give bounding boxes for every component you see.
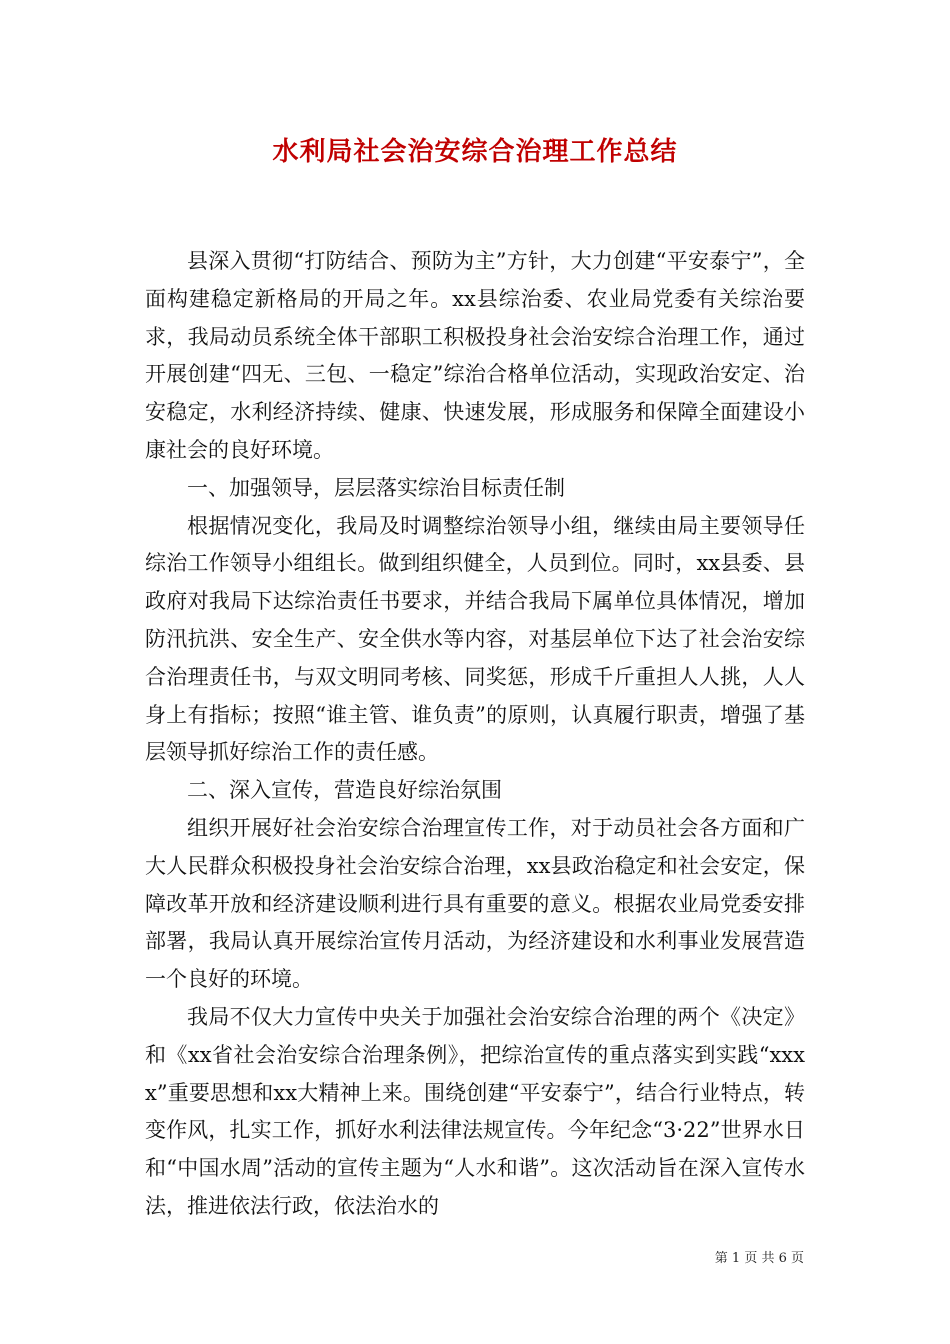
section-1-paragraph: 根据情况变化，我局及时调整综治领导小组，继续由局主要领导任综治工作领导小组组长。做到组织健全，人员到位。同时，xx县委、县政府对我局下达综治责任书要求，并结合我局下属单位具体情况，增加防汛抗洪、安全生产、安全供水等内容，对基层单位下达了社会治安综合治理责任书，与双文明同考核、同奖惩，形成千斤重担人人挑，人人身上有指标；按照“谁主管、谁负责”的原则，认真履行职责，增强了基层领导抓好综治工作的责任感。 [145, 513, 805, 765]
page-number-footer: 第 1 页 共 6 页 [714, 1251, 804, 1266]
section-2-paragraph-1: 组织开展好社会治安综合治理宣传工作，对于动员社会各方面和广大人民群众积极投身社会治安综合治理，xx县政治稳定和社会安定，保障改革开放和经济建设顺利进行具有重要的意义。根据农业局党委安排部署，我局认真开展综治宣传月活动，为经济建设和水利事业发展营造一个良好的环境。 [145, 815, 805, 992]
intro-paragraph: 县深入贯彻“打防结合、预防为主”方针，大力创建“平安泰宁”，全面构建稳定新格局的开局之年。xx县综治委、农业局党委有关综治要求，我局动员系统全体干部职工积极投身社会治安综合治理工作，通过开展创建“四无、三包、一稳定”综治合格单位活动，实现政治安定、治安稳定，水利经济持续、健康、快速发展，形成服务和保障全面建设小康社会的良好环境。 [145, 249, 805, 462]
section-heading-1: 一、加强领导，层层落实综治目标责任制 [187, 475, 565, 500]
document-body [145, 243, 805, 1226]
section-2-paragraph-2: 我局不仅大力宣传中央关于加强社会治安综合治理的两个《决定》和《xx省社会治安综合治理条例》，把综治宣传的重点落实到实践“xxxx”重要思想和xx大精神上来。围绕创建“平安泰宁”，结合行业特点，转变作风，扎实工作，抓好水利法律法规宣传。今年纪念“3·22”世界水日和“中国水周”活动的宣传主题为“人水和谐”。这次活动旨在深入宣传水法，推进依法行政，依法治水的 [145, 1004, 805, 1218]
section-heading-2: 二、深入宣传，营造良好综治氛围 [187, 778, 502, 803]
document-title: 水利局社会治安综合治理工作总结 [272, 137, 678, 167]
